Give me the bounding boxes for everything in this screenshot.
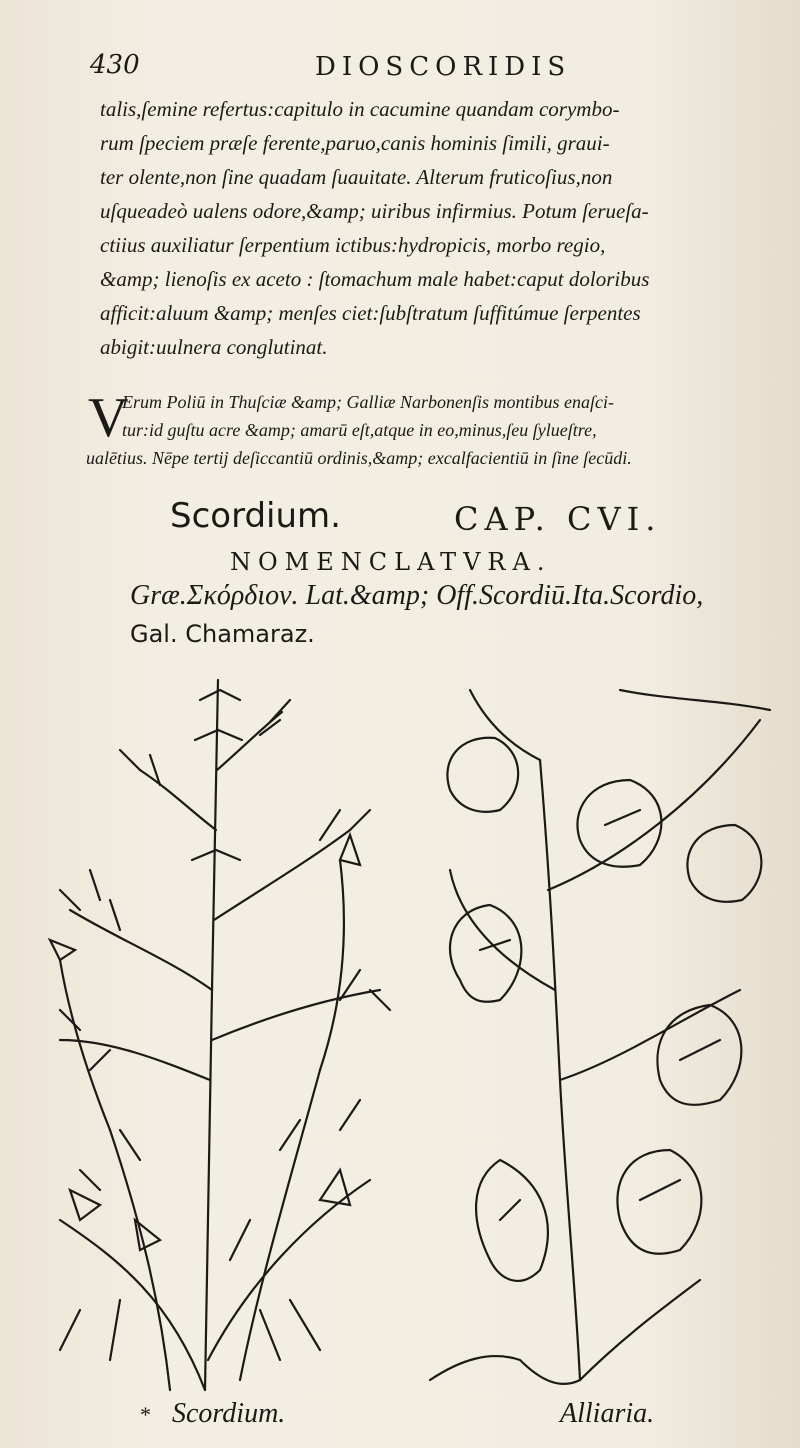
drop-cap: V: [88, 387, 129, 449]
text-line: rum ſpeciem præſe ferente,paruo,canis hominis ſimili, graui-: [100, 131, 610, 155]
text-line: afficit:aluum &amp; menſes ciet:ſubſtratum ſuffitúmue ſerpentes: [100, 301, 641, 325]
page-number: 430: [90, 50, 140, 80]
chapter-title: Scordium.: [170, 496, 341, 536]
text-line: abigit:uulnera conglutinat.: [100, 335, 328, 359]
main-paragraph: [100, 92, 770, 364]
chapter-number: CAP. CVI.: [454, 500, 662, 538]
text-line: ter olente,non ſine quadam ſuauitate. Alterum fruticoſius,non: [100, 165, 613, 189]
nomenclatura-names: Græ.Σκόρδιον. Lat.&amp; Off.Scordiū.Ita.Scordio,: [130, 580, 704, 611]
alliaria-caption: Alliaria.: [560, 1398, 655, 1429]
scordium-label: Scordium.: [172, 1398, 286, 1429]
scordium-caption: [140, 1398, 285, 1430]
alliaria-plant-woodcut: [430, 690, 770, 1384]
asterisk-mark: *: [140, 1402, 151, 1427]
text-line: ualētius. Nēpe tertij deſiccantiū ordinis,&amp; excalfacientiū in ſine ſecūdi.: [86, 448, 632, 468]
text-line: &amp; lienoſis ex aceto : ſtomachum male habet:caput doloribus: [100, 267, 650, 291]
text-line: ctiius auxiliatur ſerpentium ictibus:hydropicis, morbo regio,: [100, 233, 606, 257]
text-line: tur:id guſtu acre &amp; amarū eſt,atque in eo,minus,ſeu ſylueſtre,: [122, 420, 597, 440]
polium-paragraph: [86, 388, 776, 472]
nomenclatura-heading: NOMENCLATVRA.: [230, 548, 552, 576]
woodcut-illustration: [20, 660, 800, 1400]
text-line: talis,ſemine refertus:capitulo in cacumine quandam corymbo-: [100, 97, 620, 121]
book-title: DIOSCORIDIS: [315, 52, 572, 82]
scordium-plant-woodcut: [50, 680, 390, 1390]
nomenclatura-names-french: Gal. Chamaraz.: [130, 620, 315, 648]
text-line: Erum Poliū in Thuſciæ &amp; Galliæ Narbonenſis montibus enaſci-: [122, 392, 614, 412]
text-line: uſqueadeò ualens odore,&amp; uiribus infirmius. Potum ſerueſa-: [100, 199, 649, 223]
running-head: [90, 50, 710, 90]
chapter-heading: [170, 496, 730, 546]
